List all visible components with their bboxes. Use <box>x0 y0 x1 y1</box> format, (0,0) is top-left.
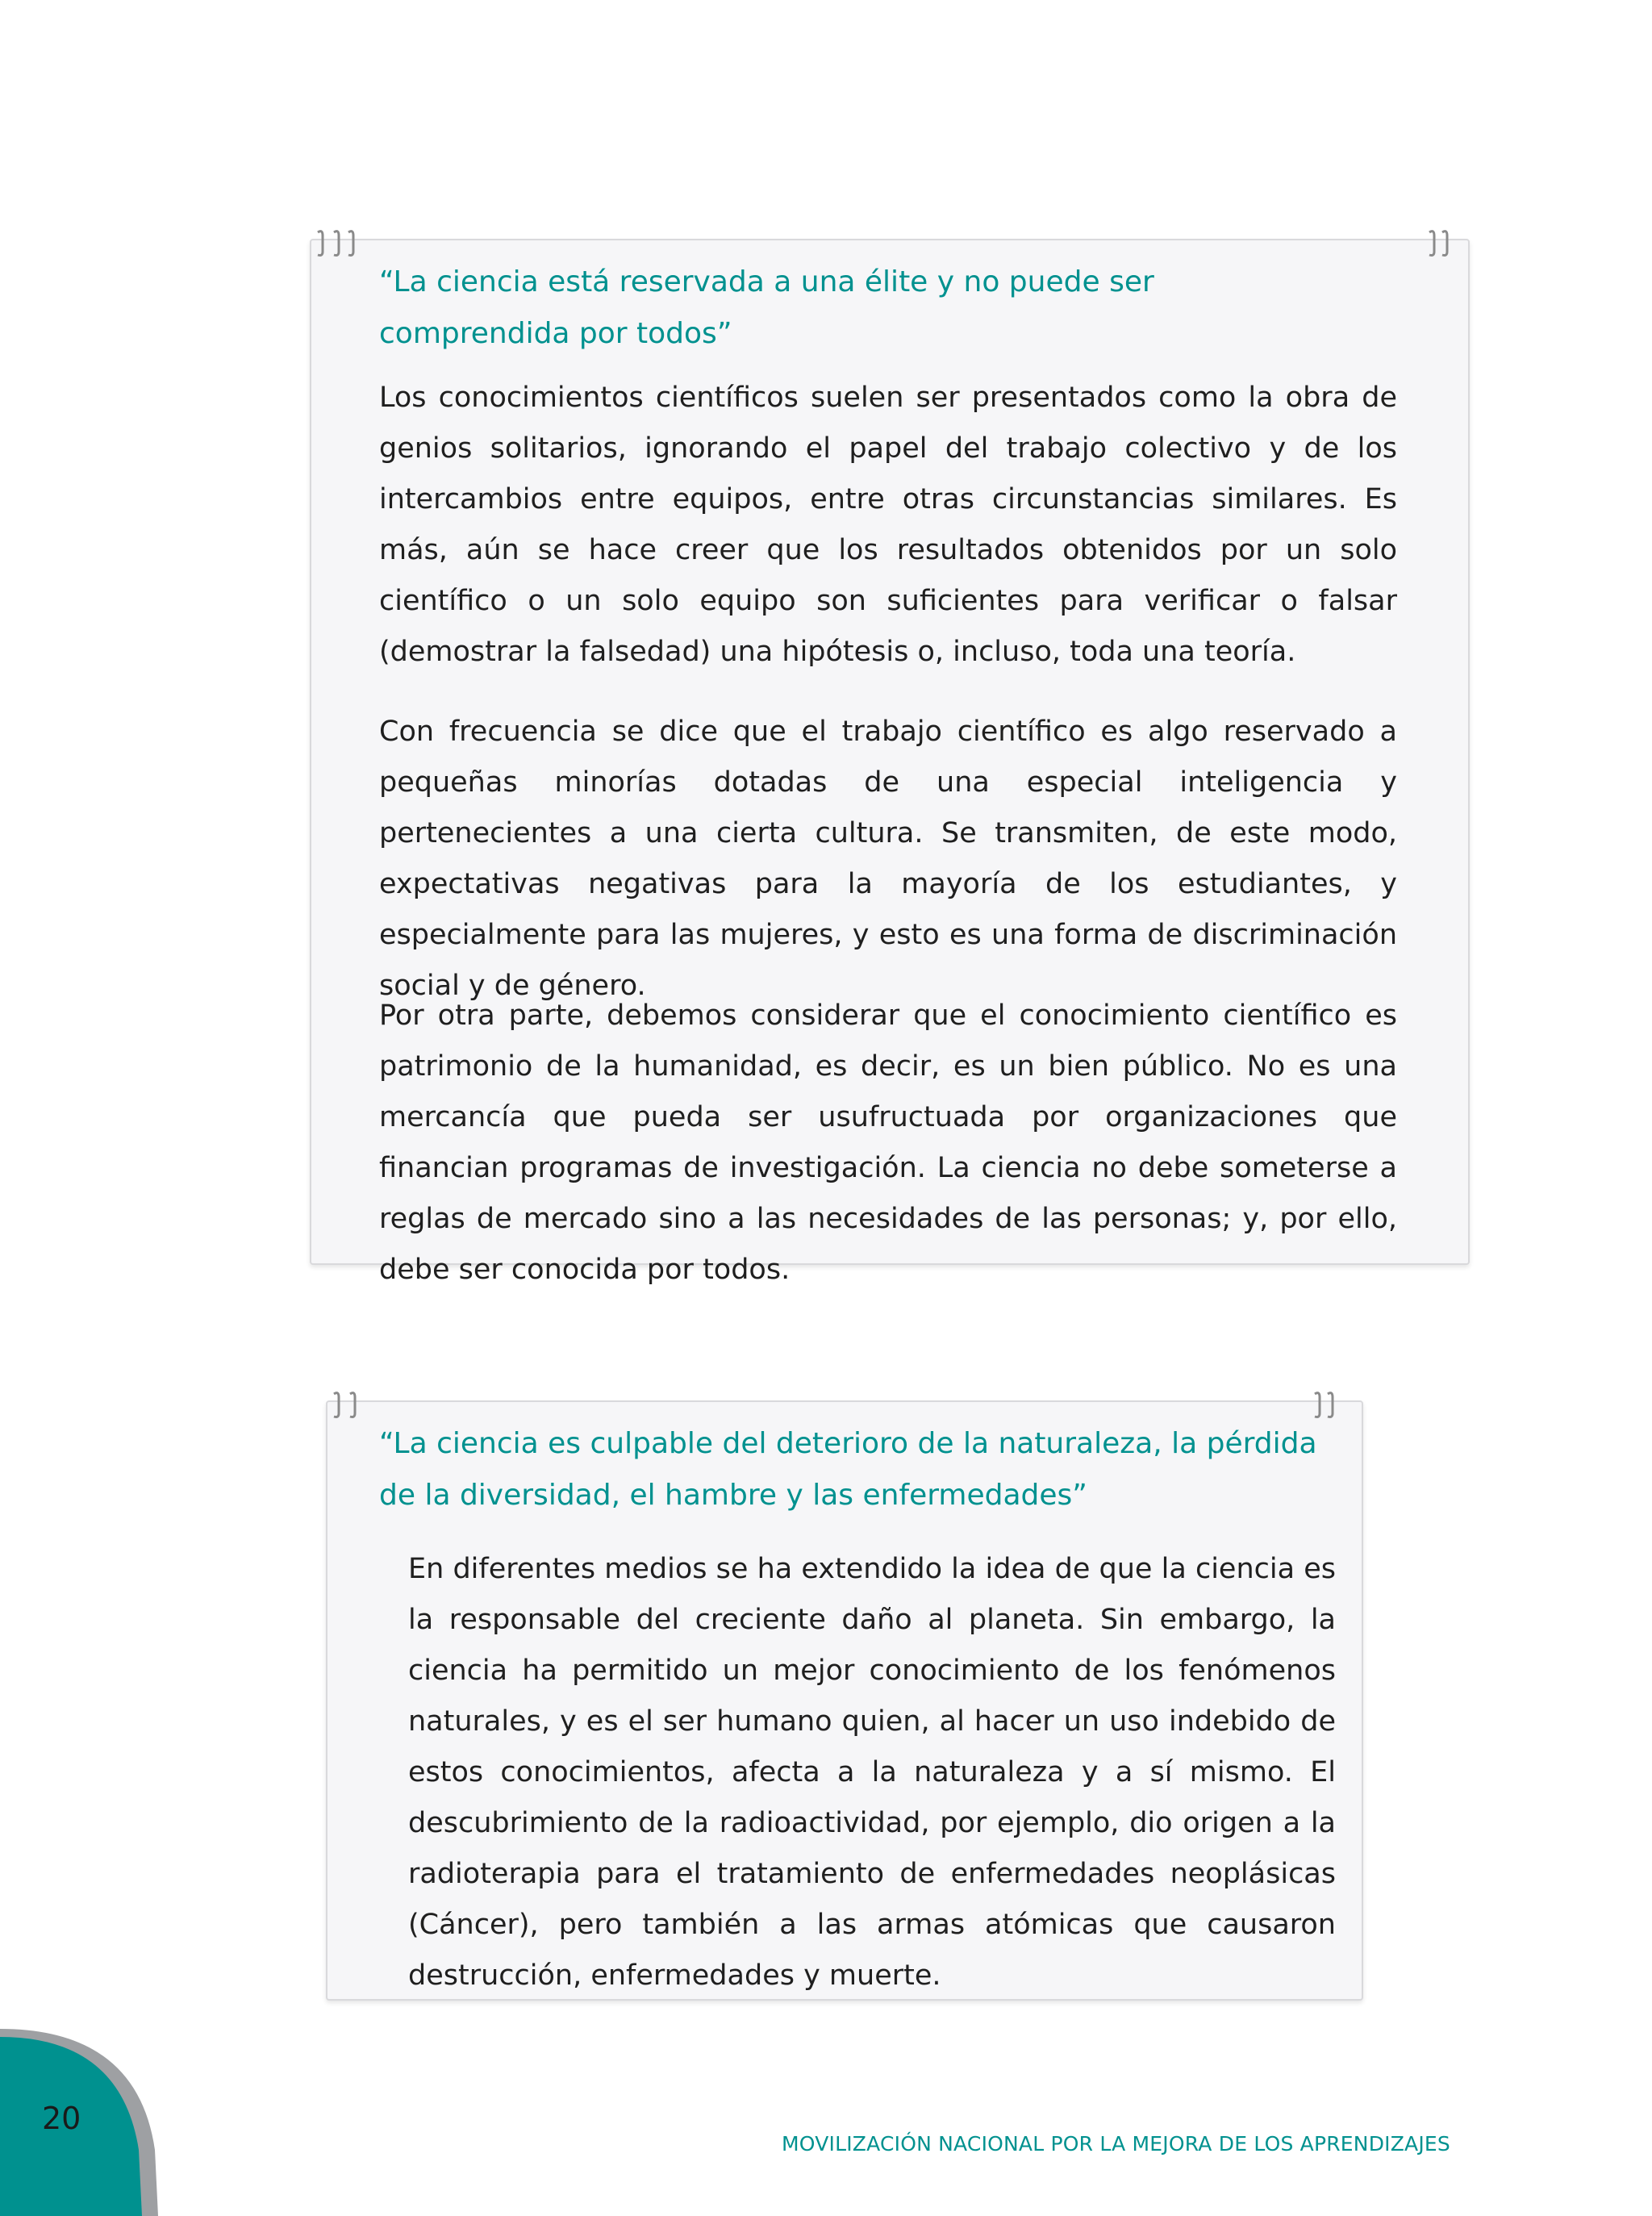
note-card-nature <box>326 1400 1363 2001</box>
note-heading <box>379 257 1266 360</box>
paragraph: Los conocimientos científicos suelen ser presentados como la obra de genios solitarios, ignorando el papel del trabajo colectivo y de los intercambios entre equipos, entre otras circunstancias similares. Es más, aún se hace creer que los resultados obtenidos por un solo científico o un solo equipo son suficientes para verificar o falsar (demostrar la falsedad) una hipótesis o, incluso, toda una teoría. <box>379 382 1397 668</box>
note-heading <box>379 1418 1331 1521</box>
binder-ring-icon <box>327 1389 360 1423</box>
heading-line: “La ciencia está reservada a una élite y no puede ser <box>379 265 1154 298</box>
note-card-elite <box>310 239 1470 1286</box>
heading-line: de la diversidad, el hambre y las enfermedades” <box>379 1479 1087 1512</box>
paragraph: En diferentes medios se ha extendido la idea de que la ciencia es la responsable del creciente daño al planeta. Sin embargo, la ciencia ha permitido un mejor conocimiento de los fenómenos naturales, y es el ser humano quien, al hacer un uso indebido de estos conocimientos, afecta a la naturaleza y a sí mismo. El descubrimiento de la radioactividad, por ejemplo, dio origen a la radioterapia para el tratamiento de enfermedades neoplásicas (Cáncer), pero también a las armas atómicas que causaron destrucción, enfermedades y muerte. <box>408 1553 1336 1992</box>
binder-ring-icon <box>342 227 374 261</box>
paragraph: Por otra parte, debemos considerar que el conocimiento científico es patrimonio de la humanidad, es decir, es un bien público. No es una mercancía que pueda ser usufructuada por organizaciones que financian programas de investigación. La ciencia no debe someterse a reglas de mercado sino a las necesidades de las personas; y, por ello, debe ser conocida por todos. <box>379 999 1397 1286</box>
heading-line: comprendida por todos” <box>379 317 732 350</box>
binder-ring-icon <box>311 227 344 261</box>
binder-ring-icon <box>1423 227 1455 261</box>
page-number: 20 <box>42 2101 81 2136</box>
paragraph: Con frecuencia se dice que el trabajo científico es algo reservado a pequeñas minorías dotadas de una especial inteligencia y pertenecientes a una cierta cultura. Se transmiten, de este modo, expectativas negativas para la mayoría de los estudiantes, y especialmente para las mujeres, y esto es una forma de discriminación social y de género. <box>379 716 1397 1002</box>
heading-line: “La ciencia es culpable del deterioro de la naturaleza, la pérdida <box>379 1427 1317 1460</box>
publication-title: MOVILIZACIÓN NACIONAL POR LA MEJORA DE LOS APRENDIZAJES <box>782 2132 1450 2155</box>
